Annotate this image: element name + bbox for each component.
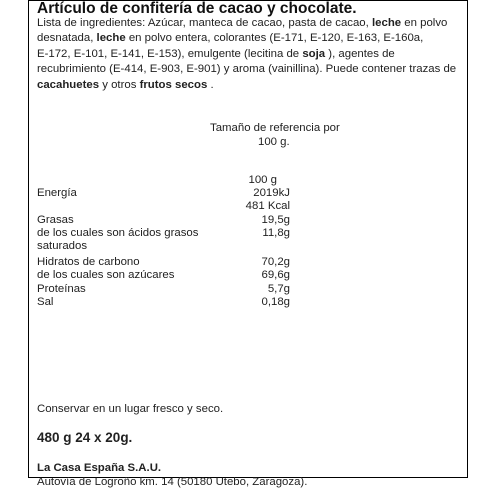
ingredients-line	[37, 78, 214, 94]
nutrition-value: 11,8g	[262, 227, 290, 239]
nutrition-label: Hidratos de carbono	[37, 256, 140, 268]
nutrition-value: 69,6g	[261, 269, 290, 281]
ingredients-line	[37, 31, 423, 47]
ingredient-text: ), agentes de	[325, 47, 395, 60]
company-address: Autovía de Logroño km. 14 (50180 Utebo, Zaragoza).	[37, 476, 308, 488]
ingredients-line	[37, 47, 395, 63]
ingredient-text: y otros	[99, 78, 140, 91]
nutrition-value: 5,7g	[267, 283, 290, 295]
allergen-text: frutos secos	[139, 78, 208, 91]
storage-instructions: Conservar en un lugar fresco y seco.	[37, 403, 224, 415]
allergen-text: leche	[96, 32, 126, 45]
nutrition-value: 70,2g	[261, 256, 290, 268]
ingredients-line	[37, 16, 447, 32]
allergen-text: leche	[371, 17, 402, 29]
ingredient-text: Lista de ingredientes: Azúcar, manteca de cacao, pasta de cacao,	[37, 17, 372, 29]
ingredient-text: desnatada,	[37, 32, 97, 45]
ingredient-text: .	[207, 78, 214, 91]
ingredients-line	[37, 62, 456, 78]
allergen-text: soja	[302, 47, 326, 60]
company-name: La Casa España S.A.U.	[37, 462, 162, 474]
nutrition-label: Energía	[37, 187, 77, 199]
nutrition-label: de los cuales son azúcares	[37, 269, 175, 281]
nutrition-value: 2019kJ	[253, 187, 290, 199]
nutrition-value: 481 Kcal	[245, 200, 290, 212]
ingredient-text: en polvo	[401, 17, 448, 29]
product-title: Artículo de confitería de cacao y chocolate.	[37, 0, 357, 17]
nutrition-label: de los cuales son ácidos grasos	[37, 227, 199, 239]
ingredient-text: E-172, E-101, E-141, E-153), emulgente (lecitina de	[37, 47, 303, 60]
allergen-text: cacahuetes	[37, 78, 100, 91]
ingredient-text: recubrimiento (E-414, E-903, E-901) y aroma (vainillina). Puede contener trazas de	[37, 63, 457, 76]
net-weight: 480 g 24 x 20g.	[37, 430, 133, 445]
ingredient-text: en polvo entera, colorantes (E-171, E-120, E-163, E-160a,	[125, 32, 424, 45]
reference-size-label: Tamaño de referencia por	[210, 122, 340, 134]
nutrition-label: Grasas	[37, 214, 74, 226]
nutrition-label: saturados	[37, 240, 88, 252]
nutrition-value: 19,5g	[261, 214, 290, 226]
reference-size-amount: 100 g.	[258, 136, 290, 148]
nutrition-label: Proteínas	[37, 283, 86, 295]
nutrition-value: 0,18g	[261, 296, 290, 308]
nutrition-label: Sal	[37, 296, 54, 308]
nutrition-column-header: 100 g	[248, 174, 277, 186]
